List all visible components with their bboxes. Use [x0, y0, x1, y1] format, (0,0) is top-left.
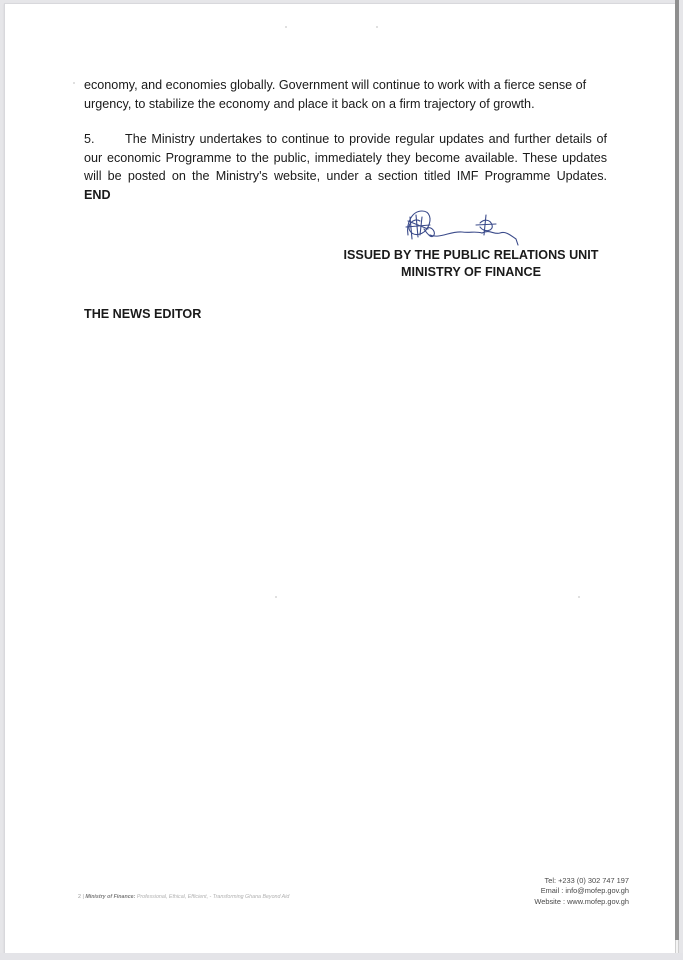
footer-tagline-text: Professional, Ethical, Efficient, - Transforming Ghana Beyond Aid [136, 894, 290, 900]
page-right-edge [675, 0, 679, 940]
paragraph-5 [84, 130, 607, 204]
paragraph-line: economy, and economies globally. Government will continue to work with a fierce sense of [84, 78, 587, 92]
scan-speck [275, 596, 277, 598]
contact-email: Email : info@mofep.gov.gh [540, 886, 629, 896]
scan-speck [285, 26, 287, 28]
paragraph-line: our economic Programme to the public, immediately they become available. These updates [84, 150, 607, 165]
issued-by-text: ISSUED BY THE PUBLIC RELATIONS UNIT [343, 248, 599, 262]
issued-by-block [338, 247, 604, 280]
footer-contact [500, 876, 629, 907]
scan-speck [578, 596, 580, 598]
paragraph-line-first [84, 130, 607, 149]
paragraph-line: The Ministry undertakes to continue to provide regular updates and further details of [125, 132, 607, 146]
page-bottom-edge [0, 953, 683, 960]
footer-separator: | [82, 894, 84, 900]
footer-org: Ministry of Finance: [85, 894, 136, 900]
contact-website: Website : www.mofep.gov.gh [534, 896, 629, 906]
page-number: 2 [78, 894, 81, 900]
addressee: THE NEWS EDITOR [84, 307, 202, 321]
footer-tagline [78, 894, 289, 900]
end-marker: END [84, 187, 111, 202]
paragraph-line: urgency, to stabilize the economy and place it back on a firm trajectory of growth. [84, 96, 535, 111]
ministry-name: MINISTRY OF FINANCE [401, 264, 541, 279]
paragraph-continuation [84, 76, 607, 113]
scan-speck [73, 82, 75, 84]
paragraph-number: 5. [84, 132, 95, 146]
contact-tel: Tel: +233 (0) 302 747 197 [544, 876, 629, 885]
paragraph-line: will be posted on the Ministry's website, under a section titled IMF Programme Updates. [84, 169, 607, 183]
scan-speck [376, 26, 378, 28]
signature-icon [400, 205, 530, 247]
